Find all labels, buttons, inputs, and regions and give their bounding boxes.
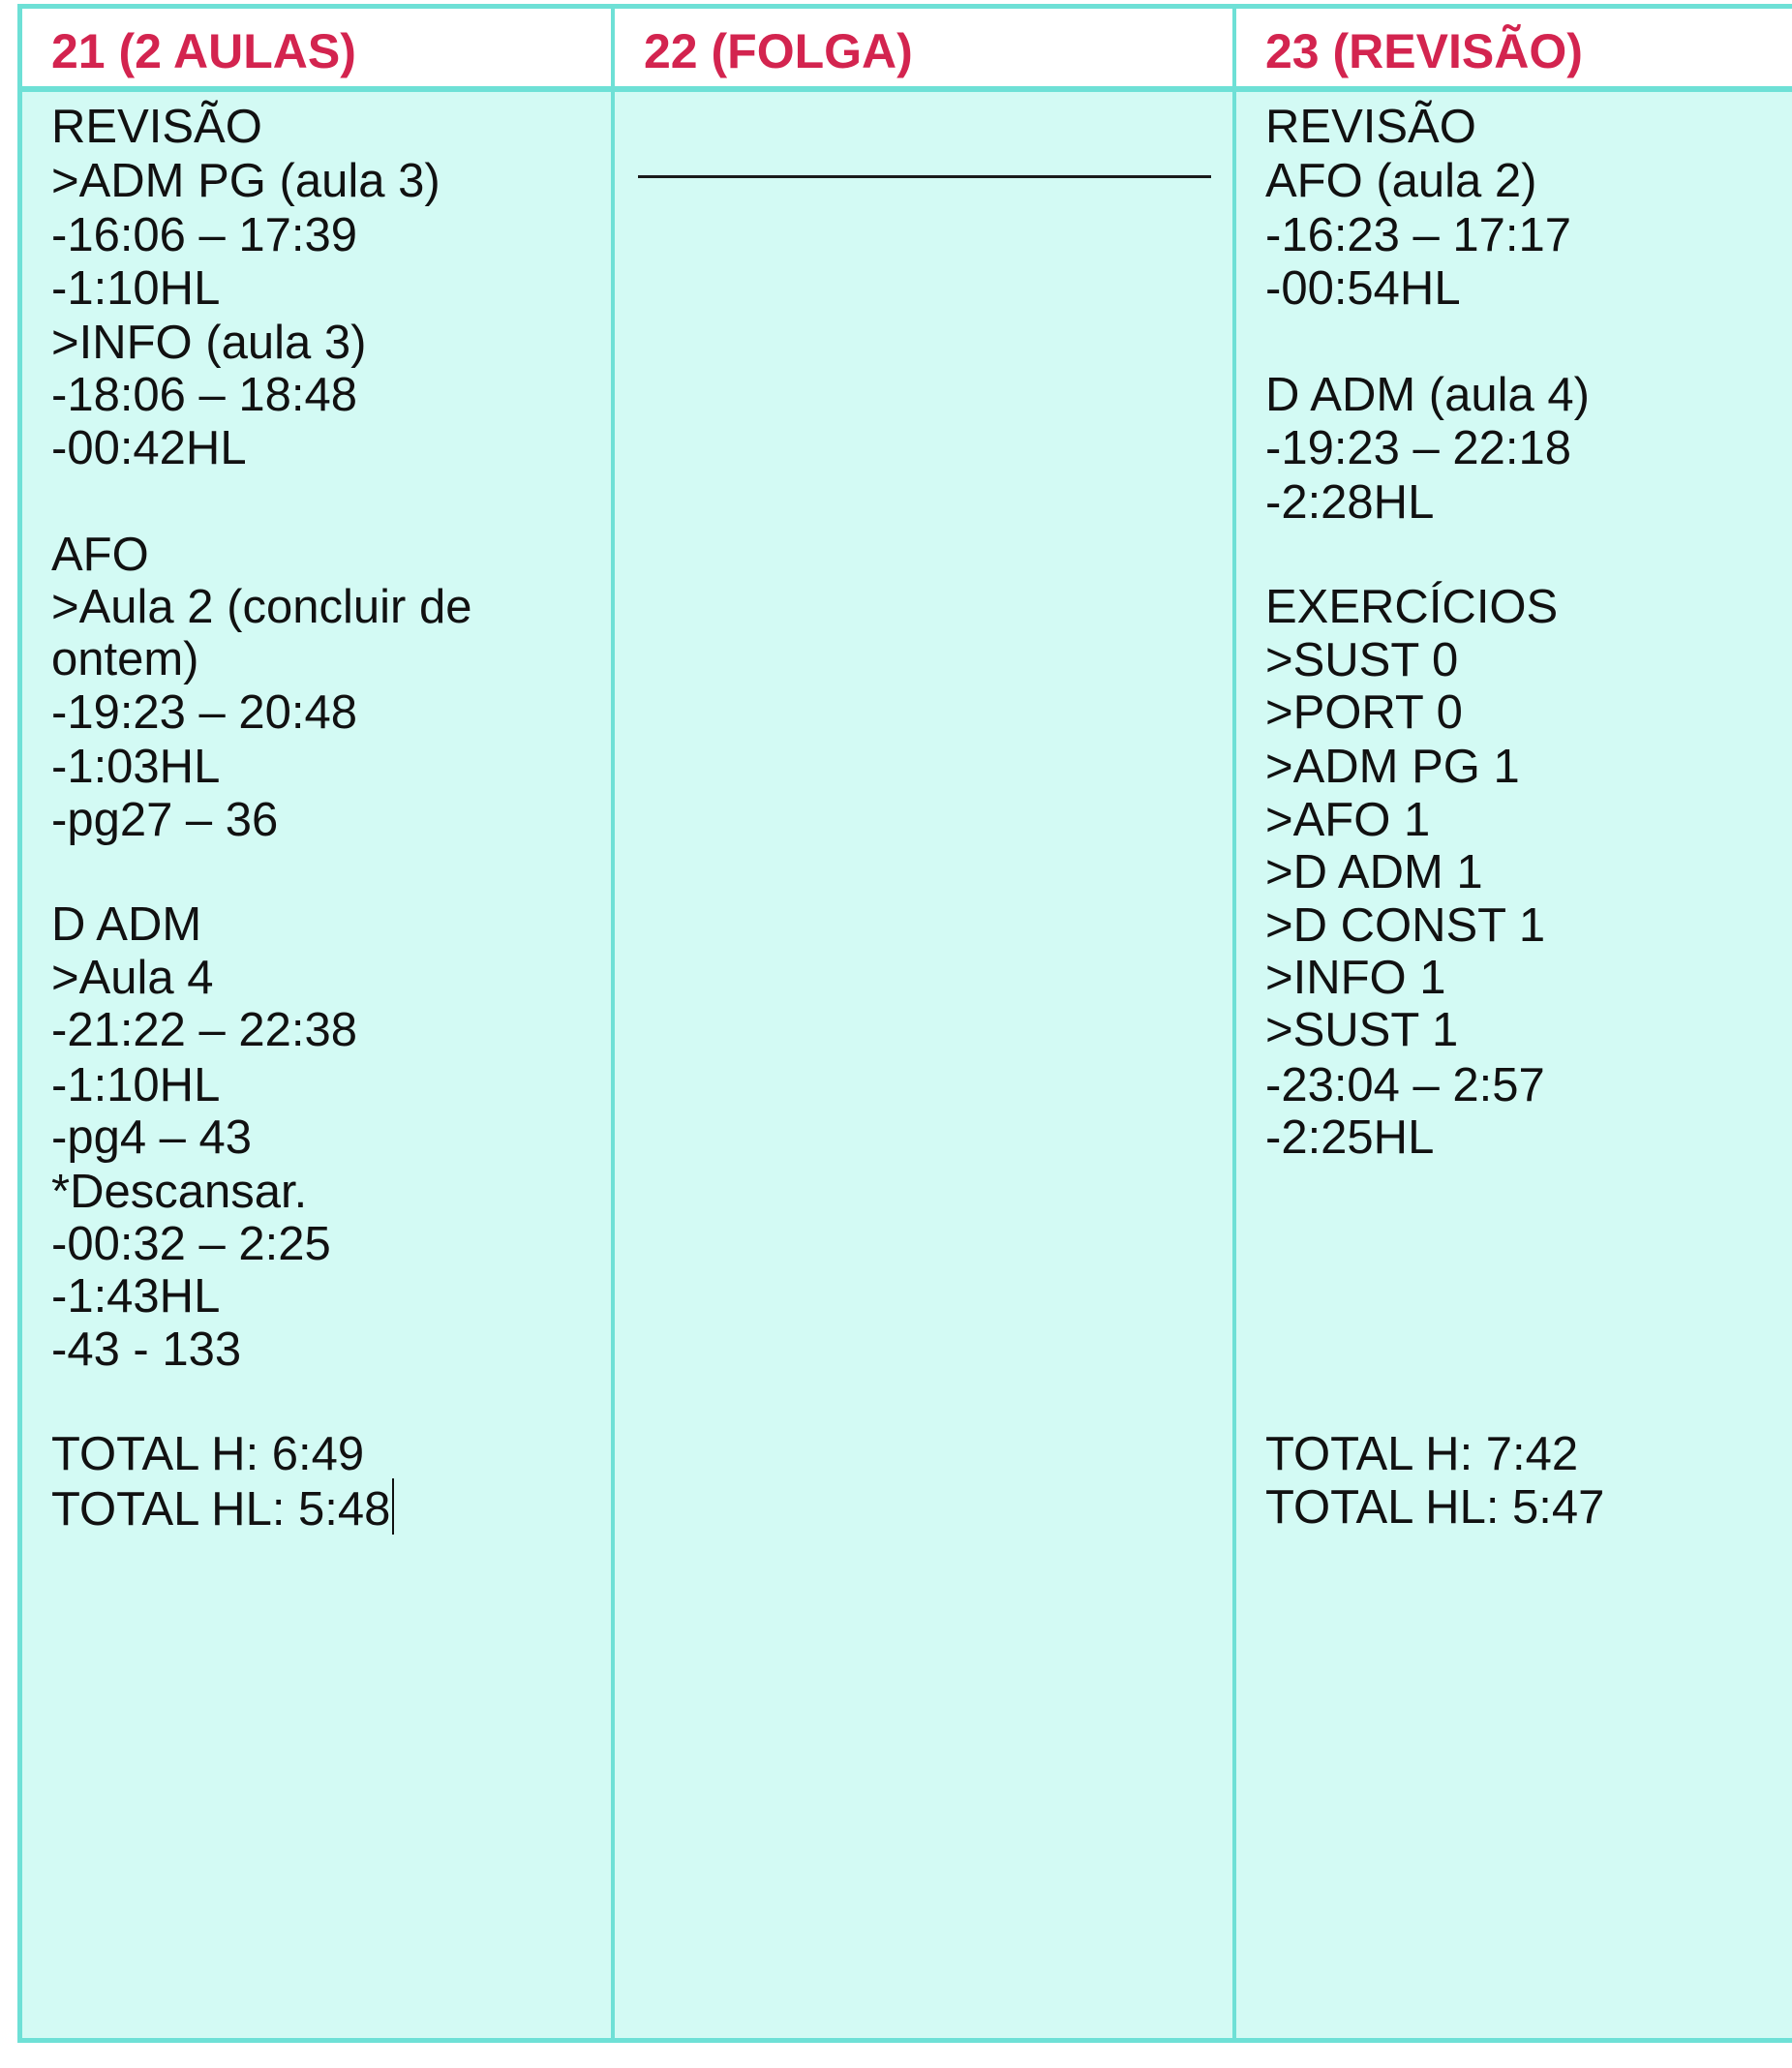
entry-line: -1:03HL (51, 741, 221, 793)
total-hl (51, 1478, 394, 1538)
entry-line: >INFO (aula 3) (51, 317, 367, 369)
header-day-21: 21 (2 AULAS) (22, 9, 615, 92)
entry-line: >PORT 0 (1265, 686, 1463, 739)
entry-line: -1:43HL (51, 1270, 221, 1323)
total-hours: TOTAL H: 6:49 (51, 1428, 365, 1480)
entry-line: >Aula 4 (51, 952, 214, 1004)
entry-line: -18:06 – 18:48 (51, 369, 358, 421)
entry-line: -1:10HL (51, 262, 221, 315)
entry-line: -19:23 – 20:48 (51, 686, 358, 739)
entry-line: AFO (aula 2) (1265, 155, 1537, 207)
header-day-22: 22 (FOLGA) (615, 9, 1236, 92)
total-hl: TOTAL HL: 5:47 (1265, 1481, 1605, 1534)
entry-line: -2:28HL (1265, 476, 1435, 529)
entry-line: D ADM (51, 898, 202, 951)
entry-line: -2:25HL (1265, 1111, 1435, 1164)
entry-line: -00:54HL (1265, 262, 1461, 315)
entry-line: >SUST 1 (1265, 1004, 1459, 1056)
entry-line: >INFO 1 (1265, 952, 1446, 1004)
entry-line: REVISÃO (51, 101, 262, 153)
entry-line: -1:10HL (51, 1059, 221, 1111)
entry-line: >SUST 0 (1265, 634, 1459, 686)
entry-line: >ADM PG (aula 3) (51, 155, 440, 207)
entry-line: REVISÃO (1265, 101, 1476, 153)
entry-line: -19:23 – 22:18 (1265, 422, 1572, 474)
entry-line: D ADM (aula 4) (1265, 369, 1590, 421)
entry-line: >D ADM 1 (1265, 846, 1483, 898)
entry-line: *Descansar. (51, 1166, 308, 1218)
entry-line: EXERCÍCIOS (1265, 581, 1559, 633)
entry-line: -16:06 – 17:39 (51, 209, 358, 261)
header-day-23: 23 (REVISÃO) (1236, 9, 1792, 92)
entry-line: -21:22 – 22:38 (51, 1004, 358, 1056)
entry-line: >Aula 2 (concluir de (51, 581, 472, 633)
entry-line: -23:04 – 2:57 (1265, 1059, 1545, 1111)
entry-line: >ADM PG 1 (1265, 741, 1520, 793)
entry-line: -00:32 – 2:25 (51, 1218, 331, 1270)
entry-line: ontem) (51, 633, 199, 685)
entry-line: -16:23 – 17:17 (1265, 209, 1572, 261)
schedule-table (17, 4, 1792, 2043)
total-hours: TOTAL H: 7:42 (1265, 1428, 1579, 1480)
empty-day-line (638, 175, 1211, 178)
total-hl-text: TOTAL HL: 5:48 (51, 1483, 391, 1536)
cell-day-21[interactable] (22, 92, 615, 2038)
text-caret (392, 1478, 394, 1535)
entry-line: -pg4 – 43 (51, 1111, 253, 1164)
entry-line: >AFO 1 (1265, 794, 1431, 846)
entry-line: AFO (51, 529, 149, 581)
entry-line: -pg27 – 36 (51, 794, 279, 846)
entry-line: >D CONST 1 (1265, 899, 1546, 952)
entry-line: -00:42HL (51, 422, 247, 474)
cell-day-23[interactable] (1236, 92, 1792, 2038)
entry-line: -43 - 133 (51, 1323, 242, 1376)
cell-day-22[interactable] (615, 92, 1236, 2038)
